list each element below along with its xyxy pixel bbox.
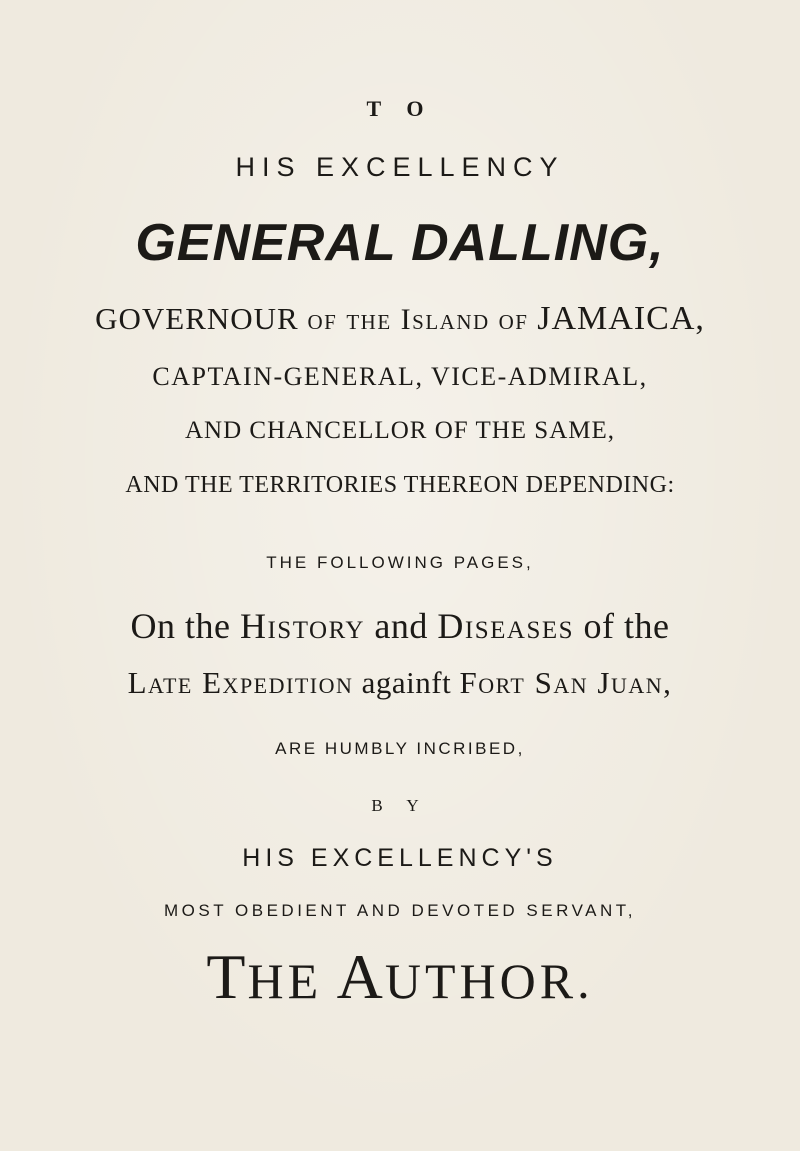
author-t: T <box>206 941 248 1012</box>
dedicatee-name: GENERAL DALLING, <box>135 214 665 272</box>
humbly-incribed-line: ARE HUMBLY INCRIBED, <box>275 739 525 758</box>
excellencys-line: HIS EXCELLENCY'S <box>242 844 558 872</box>
history-lead: On the <box>130 606 231 646</box>
and-word: and <box>374 606 428 646</box>
chancellor-line: AND CHANCELLOR OF THE SAME, <box>184 417 616 444</box>
by-line: B Y <box>371 796 429 815</box>
his-excellency-line: HIS EXCELLENCY <box>235 152 565 182</box>
territories-line: AND THE TERRITORIES THEREON DEPENDING: <box>125 472 675 498</box>
jamaica-word: JAMAICA, <box>537 300 705 337</box>
history-word: History <box>239 606 365 646</box>
following-pages-line: THE FOLLOWING PAGES, <box>266 553 534 572</box>
author-uthor: UTHOR. <box>384 953 594 1009</box>
fort-san-juan: Fort San Juan, <box>459 665 673 700</box>
governour-word: GOVERNOUR <box>95 301 299 336</box>
author-he: HE <box>247 953 323 1009</box>
late-expedition-line <box>0 665 800 701</box>
history-tail: of the <box>583 606 670 646</box>
late-expedition: Late Expedition <box>127 665 354 700</box>
servant-line: MOST OBEDIENT AND DEVOTED SERVANT, <box>164 901 636 920</box>
island-phrase: of the Island of <box>307 303 529 336</box>
to-heading: T O <box>366 96 434 121</box>
captain-general-line: CAPTAIN-GENERAL, VICE-ADMIRAL, <box>152 362 648 391</box>
author-line <box>0 940 800 1014</box>
author-a: A <box>336 941 385 1012</box>
governour-line <box>0 300 800 338</box>
history-line <box>0 605 800 647</box>
diseases-word: Diseases <box>437 606 575 646</box>
againft-word: againft <box>361 665 452 700</box>
